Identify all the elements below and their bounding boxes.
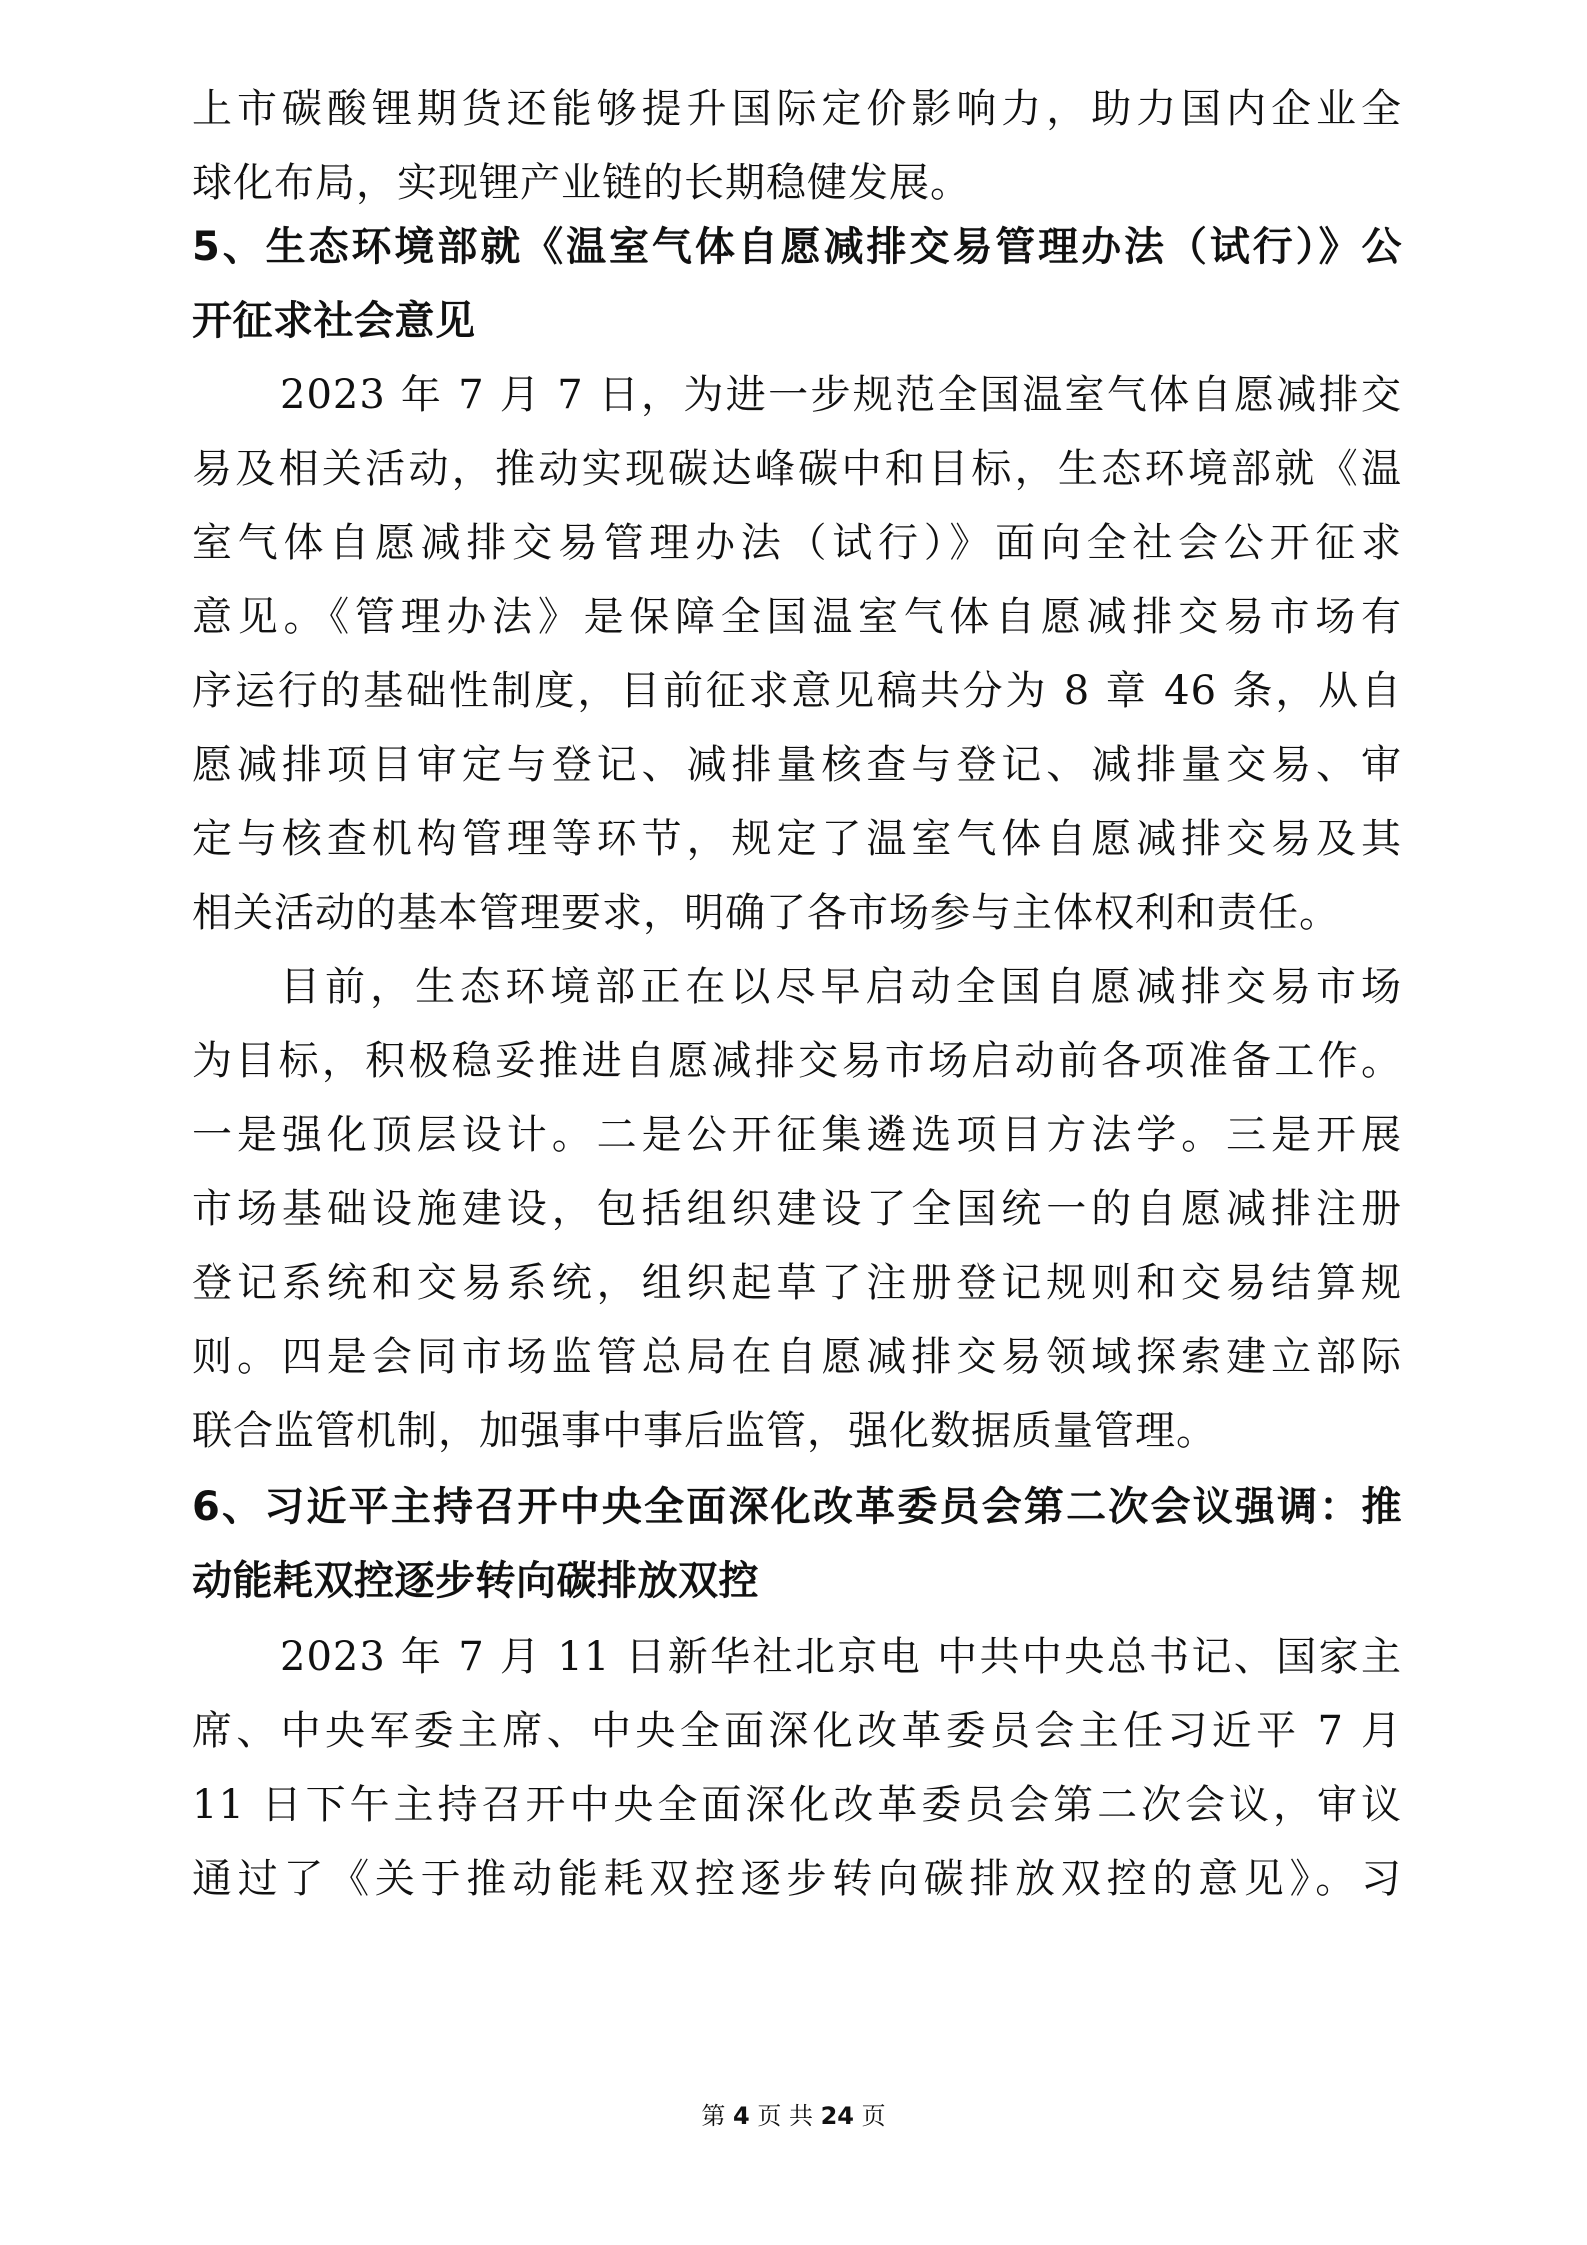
current-page-number: 4 — [732, 2102, 750, 2130]
section-5-para-2-line: 则。四是会同市场监管总局在自愿减排交易领域探索建立部际 — [192, 1334, 1402, 1380]
section-6-para-1-line: 通过了《关于推动能耗双控逐步转向碳排放双控的意见》。习 — [192, 1856, 1402, 1902]
section-5-para-1-line: 相关活动的基本管理要求，明确了各市场参与主体权利和责任。 — [192, 890, 1340, 936]
intro-line: 球化布局，实现锂产业链的长期稳健发展。 — [192, 160, 971, 206]
section-5-para-2-line: 目前，生态环境部正在以尽早启动全国自愿减排交易市场 — [280, 964, 1402, 1010]
section-5-para-1-line: 2023 年 7 月 7 日，为进一步规范全国温室气体自愿减排交 — [280, 372, 1402, 418]
section-6-para-1-line: 2023 年 7 月 11 日新华社北京电 中共中央总书记、国家主 — [280, 1634, 1402, 1680]
intro-line: 上市碳酸锂期货还能够提升国际定价影响力，助力国内企业全 — [192, 86, 1402, 132]
section-5-para-2-line: 一是强化顶层设计。二是公开征集遴选项目方法学。三是开展 — [192, 1112, 1402, 1158]
section-5-para-2-line: 为目标，积极稳妥推进自愿减排交易市场启动前各项准备工作。 — [192, 1038, 1402, 1084]
footer-suffix: 页 — [861, 2102, 886, 2130]
section-6-para-1-line: 席、中央军委主席、中央全面深化改革委员会主任习近平 7 月 — [192, 1708, 1402, 1754]
section-6-heading: 动能耗双控逐步转向碳排放双控 — [192, 1558, 759, 1604]
section-6-heading: 6、习近平主持召开中央全面深化改革委员会第二次会议强调：推 — [192, 1484, 1402, 1530]
section-5-para-1-line: 室气体自愿减排交易管理办法（试行）》面向全社会公开征求 — [192, 520, 1402, 566]
section-5-para-1-line: 序运行的基础性制度，目前征求意见稿共分为 8 章 46 条，从自 — [192, 668, 1402, 714]
section-5-para-2-line: 联合监管机制，加强事中事后监管，强化数据质量管理。 — [192, 1408, 1217, 1454]
page-footer — [0, 2096, 1587, 2136]
total-pages-number: 24 — [820, 2102, 855, 2130]
section-5-heading: 5、生态环境部就《温室气体自愿减排交易管理办法（试行）》公 — [192, 224, 1402, 270]
section-5-para-1-line: 愿减排项目审定与登记、减排量核查与登记、减排量交易、审 — [192, 742, 1402, 788]
section-6-para-1-line: 11 日下午主持召开中央全面深化改革委员会第二次会议，审议 — [192, 1782, 1402, 1828]
section-5-heading: 开征求社会意见 — [192, 298, 476, 344]
section-5-para-2-line: 登记系统和交易系统，组织起草了注册登记规则和交易结算规 — [192, 1260, 1402, 1306]
section-5-para-2-line: 市场基础设施建设，包括组织建设了全国统一的自愿减排注册 — [192, 1186, 1402, 1232]
section-5-para-1-line: 易及相关活动，推动实现碳达峰碳中和目标，生态环境部就《温 — [192, 446, 1402, 492]
section-5-para-1-line: 意见。《管理办法》是保障全国温室气体自愿减排交易市场有 — [192, 594, 1402, 640]
footer-prefix: 第 — [701, 2102, 726, 2130]
section-5-para-1-line: 定与核查机构管理等环节，规定了温室气体自愿减排交易及其 — [192, 816, 1402, 862]
footer-middle: 页 共 — [757, 2102, 813, 2130]
